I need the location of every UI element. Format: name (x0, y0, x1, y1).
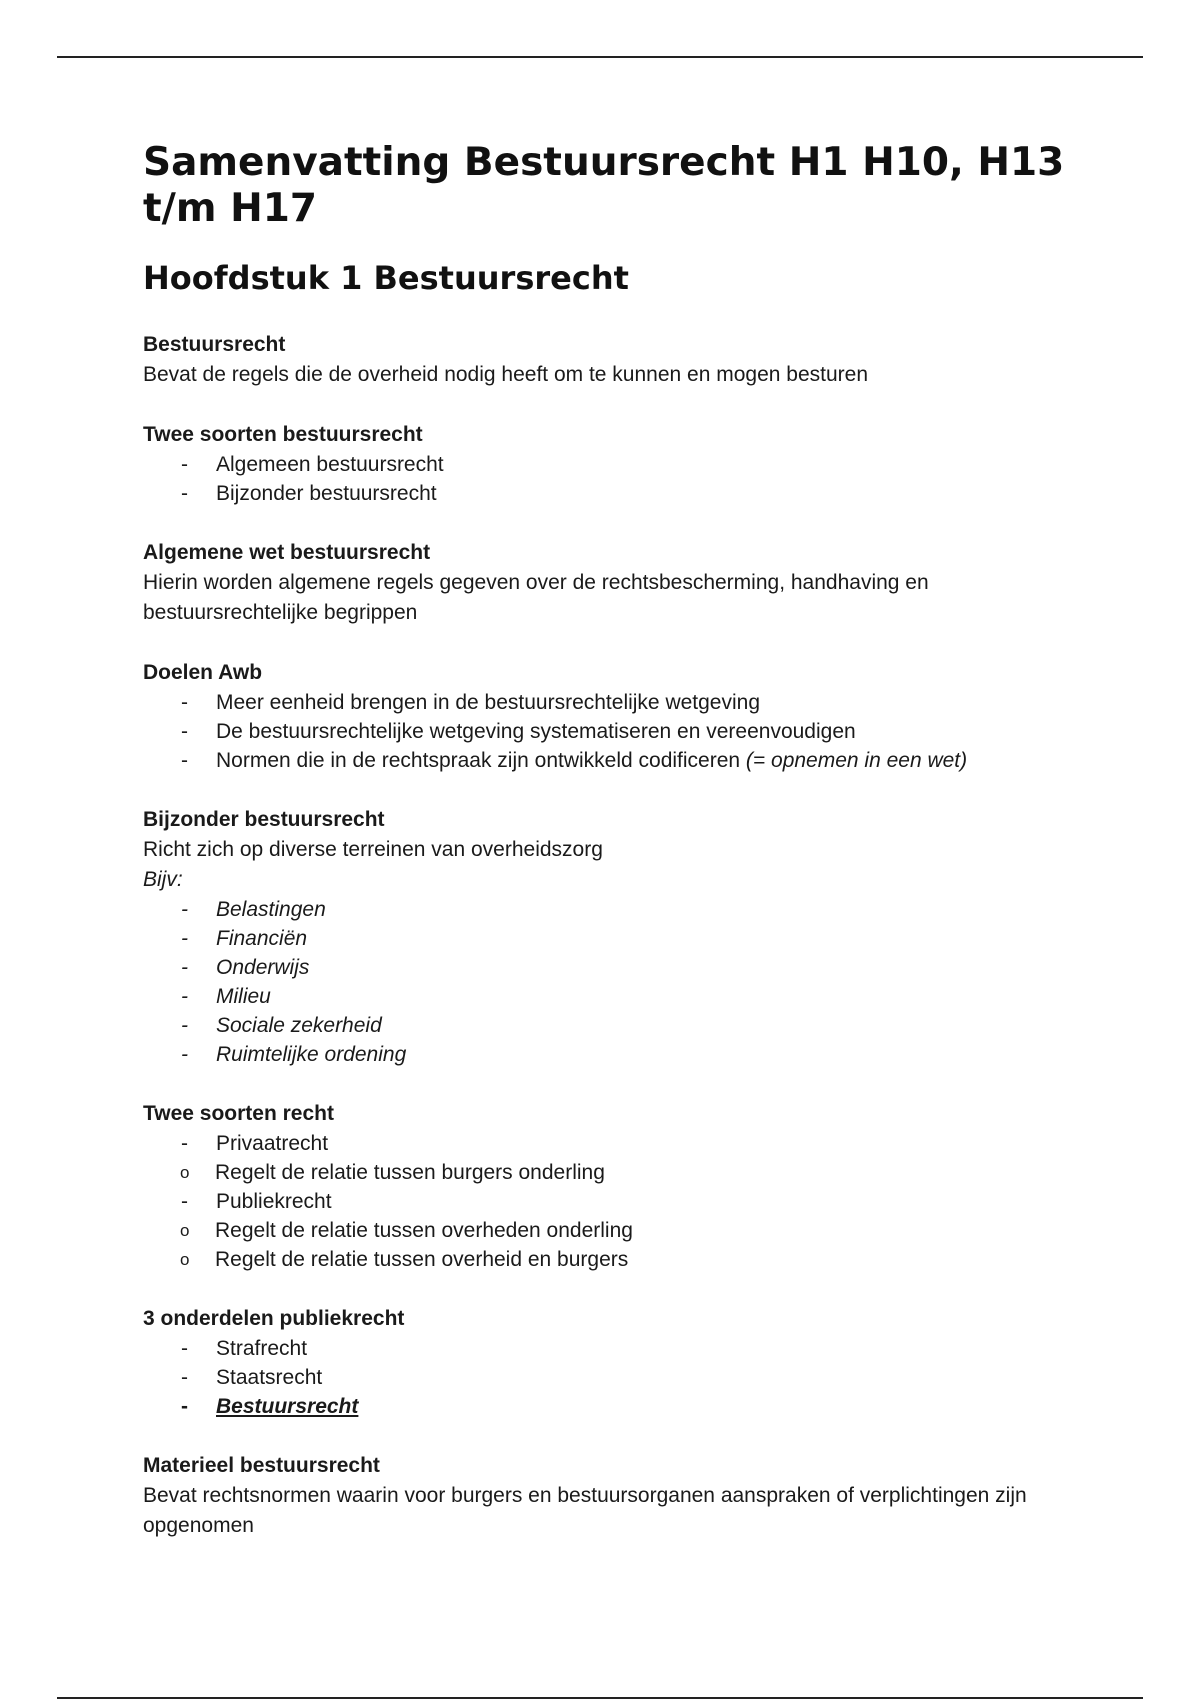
bullet-list (143, 1334, 1073, 1421)
list-item: - Financiën (143, 924, 1073, 953)
list-item: - Ruimtelijke ordening (143, 1040, 1073, 1069)
list-item: - Publiekrecht (143, 1187, 1073, 1216)
document-title: Samenvatting Bestuursrecht H1 H10, H13 t/m H17 (143, 140, 1065, 231)
list-item (143, 746, 1073, 775)
bottom-divider (57, 1697, 1143, 1699)
section-bijzonder-bestuursrecht (143, 805, 1073, 1069)
section-heading: Bestuursrecht (143, 333, 286, 356)
section-bestuursrecht (143, 330, 1073, 390)
list-item: - Meer eenheid brengen in de bestuursrechtelijke wetgeving (143, 688, 1073, 717)
top-divider (57, 56, 1143, 58)
sub-bullet-list (143, 1216, 1073, 1274)
section-heading: Algemene wet bestuursrecht (143, 541, 431, 564)
sublist-container (143, 1158, 1073, 1187)
list-item-highlighted (143, 1392, 1073, 1421)
bullet-list (143, 688, 1073, 775)
section-algemene-wet (143, 538, 1073, 628)
list-item: - Sociale zekerheid (143, 1011, 1073, 1040)
section-onderdelen-publiekrecht (143, 1304, 1073, 1421)
sub-bullet-list (143, 1158, 1073, 1187)
bullet-list (143, 895, 1073, 1069)
section-heading: Twee soorten bestuursrecht (143, 423, 423, 446)
section-heading: Materieel bestuursrecht (143, 1454, 380, 1477)
list-item: - Milieu (143, 982, 1073, 1011)
list-item-note: (= opnemen in een wet) (745, 749, 968, 772)
list-item: - Belastingen (143, 895, 1073, 924)
section-materieel-bestuursrecht (143, 1451, 1073, 1541)
list-item: - De bestuursrechtelijke wetgeving systematiseren en vereenvoudigen (143, 717, 1073, 746)
section-text: Hierin worden algemene regels gegeven over de rechtsbescherming, handhaving en bestuursrechtelijke begrippen (143, 571, 929, 624)
section-twee-soorten-recht (143, 1099, 1073, 1274)
list-item: - Algemeen bestuursrecht (143, 450, 1073, 479)
section-doelen-awb (143, 658, 1073, 775)
section-twee-soorten-bestuursrecht (143, 420, 1073, 508)
list-item-text: Normen die in de rechtspraak zijn ontwikkeld codificeren (216, 749, 746, 772)
list-item: - Staatsrecht (143, 1363, 1073, 1392)
list-item: - Privaatrecht (143, 1129, 1073, 1158)
example-label: Bijv: (143, 868, 183, 891)
bullet-list (143, 450, 1073, 508)
section-text: Bevat rechtsnormen waarin voor burgers en bestuursorganen aanspraken of verplichtingen zijn opgenomen (143, 1484, 1027, 1537)
highlighted-term: Bestuursrecht (216, 1395, 359, 1418)
chapter-heading: Hoofdstuk 1 Bestuursrecht (143, 259, 629, 297)
section-text: Richt zich op diverse terreinen van overheidszorg (143, 838, 603, 861)
sub-list-item: o Regelt de relatie tussen overheden onderling (70, 1216, 1073, 1245)
section-heading: 3 onderdelen publiekrecht (143, 1307, 405, 1330)
document-page (143, 140, 1073, 1541)
list-item: - Bijzonder bestuursrecht (143, 479, 1073, 508)
sub-list-item: o Regelt de relatie tussen burgers onderling (70, 1158, 1073, 1187)
section-heading: Twee soorten recht (143, 1102, 334, 1125)
sublist-container (143, 1216, 1073, 1274)
sub-list-item: o Regelt de relatie tussen overheid en burgers (70, 1245, 1073, 1274)
section-heading: Bijzonder bestuursrecht (143, 808, 385, 831)
section-heading: Doelen Awb (143, 661, 263, 684)
list-item: - Onderwijs (143, 953, 1073, 982)
section-text: Bevat de regels die de overheid nodig heeft om te kunnen en mogen besturen (143, 363, 869, 386)
bullet-list (143, 1129, 1073, 1274)
list-item: - Strafrecht (143, 1334, 1073, 1363)
